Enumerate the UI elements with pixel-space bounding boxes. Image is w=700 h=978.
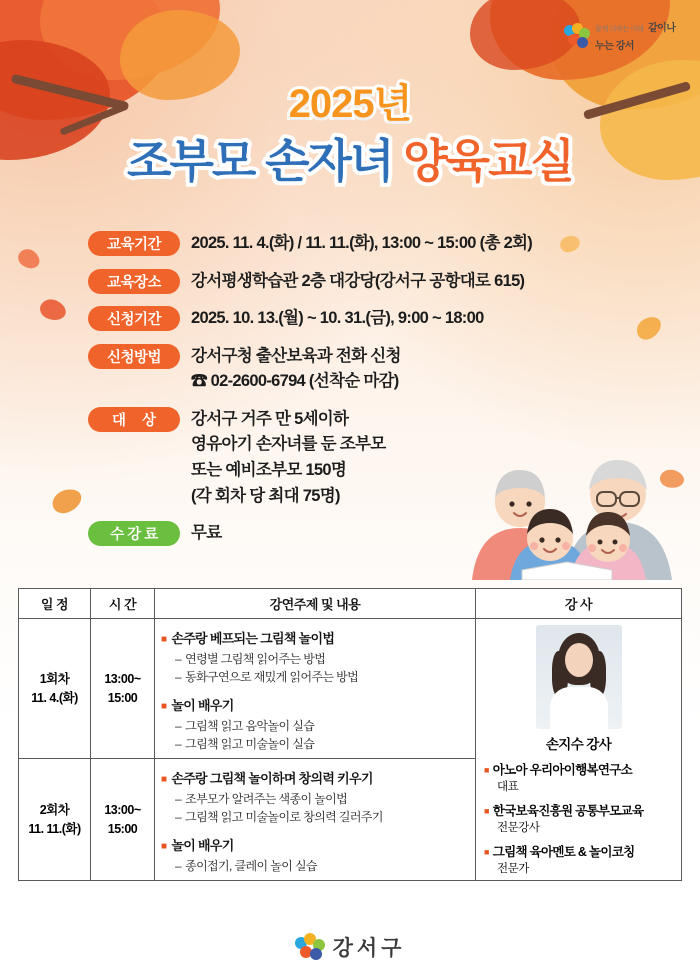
table-header-row [19, 589, 682, 619]
credential-1-title: ■ 아노아 우리아이행복연구소 [484, 760, 675, 778]
info-value-apply-period: 2025. 10. 13.(월) ~ 10. 31.(금), 9:00 ~ 18:00 [191, 309, 484, 328]
round-1-time-from: 13:00~ [104, 671, 141, 686]
info-row-apply-period [88, 305, 648, 332]
credential-2-title: ■ 한국보육진흥원 공통부모교육 [484, 801, 675, 819]
credential-3-sub: 전문가 [497, 863, 529, 875]
title-main-part1: 조부모 손자녀 [127, 135, 393, 187]
round-1-label: 1회차 [39, 671, 70, 686]
logo-tagline: 함께 더하는 미래 [595, 25, 644, 33]
logo-name: 같이나누는 강서 [595, 22, 676, 52]
info-value-fee: 무료 [191, 524, 222, 543]
info-tag-target: 대 상 [88, 407, 180, 432]
topic-1-1-item-2: – 동화구연으로 재밌게 읽어주는 방법 [175, 668, 469, 685]
schedule-table [18, 588, 682, 881]
info-row-place [88, 268, 648, 295]
topic-1-1-heading: ■ 손주랑 베프되는 그림책 놀이법 [161, 628, 469, 647]
topic-2-2-heading: ■ 놀이 배우기 [161, 835, 469, 854]
topic-1-2-item-2: – 그림책 읽고 미술놀이 실습 [175, 735, 469, 752]
gangseo-footer-logo-icon [295, 933, 325, 961]
cell-round-1 [19, 619, 91, 759]
cell-round-2 [19, 759, 91, 881]
lecturer-name: 손지수 강사 [545, 737, 612, 752]
poster-title [0, 72, 700, 188]
title-year: 2025년 [288, 82, 412, 126]
apply-method-line1: 강서구청 출산보육과 전화 신청 [191, 346, 401, 365]
lecturer-credential-2 [484, 801, 675, 835]
topic-1-2-item-1: – 그림책 읽고 음악놀이 실습 [175, 717, 469, 734]
info-row-apply-method [88, 343, 648, 395]
round-2-time-from: 13:00~ [104, 802, 141, 817]
info-value-place: 강서평생학습관 2층 대강당(강서구 공항대로 615) [191, 271, 525, 290]
cell-time-2 [91, 759, 155, 881]
th-schedule: 일 정 [19, 589, 91, 619]
th-topic: 강연주제 및 내용 [155, 589, 476, 619]
lecturer-credential-3 [484, 842, 675, 876]
info-tag-period: 교육기간 [88, 231, 180, 256]
th-time: 시 간 [91, 589, 155, 619]
footer-org-name: 강서구 [332, 937, 406, 960]
topic-2-1-item-2: – 그림책 읽고 미술놀이로 창의력 길러주기 [175, 808, 469, 825]
gangseo-logo-icon [564, 23, 590, 49]
round-2-date: 11. 11.(화) [28, 821, 81, 836]
topic-1-1-item-1: – 연령별 그림책 읽어주는 방법 [175, 650, 469, 667]
lecturer-photo [536, 625, 622, 729]
credential-1-sub: 대표 [497, 781, 519, 793]
footer-logo [0, 932, 700, 962]
cell-lecturer [476, 619, 682, 881]
topic-1-2-heading: ■ 놀이 배우기 [161, 695, 469, 714]
info-row-period [88, 230, 648, 257]
apply-method-line2: ☎ 02-2600-6794 (선착순 마감) [191, 372, 399, 391]
info-value-apply-method [191, 343, 401, 395]
gangseo-logo [564, 14, 682, 58]
info-tag-fee: 수 강 료 [88, 521, 180, 546]
topic-2-1-item-1: – 조부모가 알려주는 색종이 놀이법 [175, 790, 469, 807]
round-2-time-to: 15:00 [107, 821, 138, 836]
round-1-date: 11. 4.(화) [31, 690, 78, 705]
target-line2: 영유아기 손자녀를 둔 조부모 [191, 435, 386, 454]
topic-2-1-heading: ■ 손주랑 그림책 놀이하며 창의력 키우기 [161, 768, 469, 787]
credential-3-title: ■ 그림책 육아멘토 & 놀이코칭 [484, 842, 675, 860]
credential-2-sub: 전문강사 [497, 822, 540, 834]
cell-time-1 [91, 619, 155, 759]
topic-2-2-item-1: – 종이접기, 클레이 놀이 실습 [175, 857, 469, 874]
title-main-part2: 양육교실 [403, 135, 573, 187]
target-line1: 강서구 거주 만 5세이하 [191, 409, 349, 428]
target-line4: (각 회차 당 최대 75명) [191, 486, 340, 505]
cell-topic-2 [155, 759, 476, 881]
info-value-target [191, 406, 386, 509]
lecturer-credential-1 [484, 760, 675, 794]
table-row [19, 619, 682, 759]
cell-topic-1 [155, 619, 476, 759]
info-tag-place: 교육장소 [88, 269, 180, 294]
th-lecturer: 강 사 [476, 589, 682, 619]
family-illustration [452, 420, 682, 580]
round-1-time-to: 15:00 [107, 690, 138, 705]
info-value-period: 2025. 11. 4.(화) / 11. 11.(화), 13:00 ~ 15:00 (총 2회) [191, 234, 533, 252]
target-line3: 또는 예비조부모 150명 [191, 460, 347, 479]
round-2-label: 2회차 [39, 802, 70, 817]
title-main [0, 135, 700, 188]
info-tag-apply-method: 신청방법 [88, 344, 180, 369]
info-tag-apply-period: 신청기간 [88, 306, 180, 331]
